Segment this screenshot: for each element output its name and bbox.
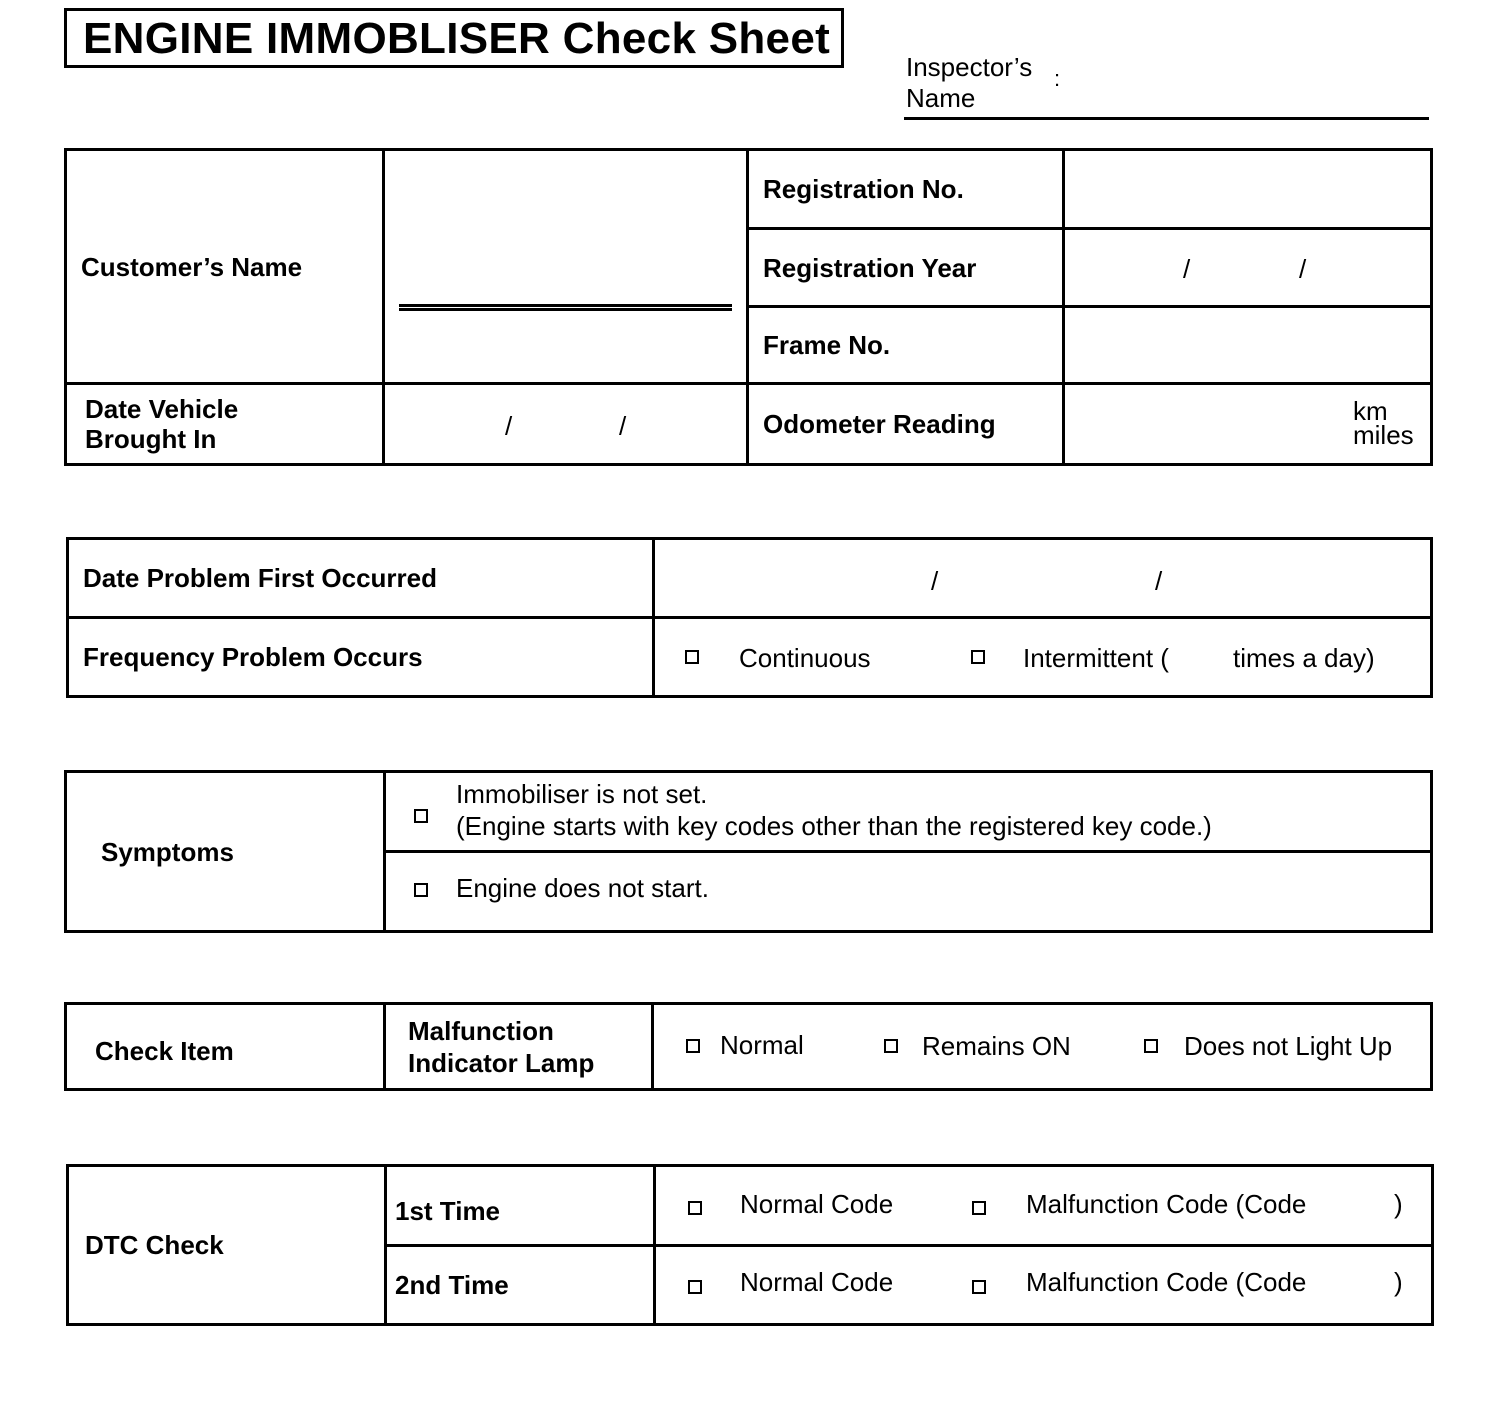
continuous-label: Continuous bbox=[739, 643, 871, 673]
registration-year-field[interactable] bbox=[1064, 229, 1432, 307]
continuous-checkbox[interactable] bbox=[685, 650, 699, 664]
dtc-1-normal-label: Normal Code bbox=[740, 1189, 894, 1219]
engine-does-not-start-label: Engine does not start. bbox=[456, 873, 709, 903]
immobiliser-not-set-checkbox[interactable] bbox=[414, 809, 428, 823]
customer-name-field[interactable] bbox=[384, 150, 748, 384]
registration-year-label: Registration Year bbox=[748, 229, 1064, 307]
dtc-second-time-options bbox=[655, 1246, 1433, 1325]
inspector-label bbox=[906, 52, 1032, 114]
mil-remains-on-label: Remains ON bbox=[922, 1031, 1071, 1061]
check-item-mil bbox=[385, 1004, 653, 1090]
dtc-second-time-label: 2nd Time bbox=[386, 1246, 655, 1325]
check-item-label: Check Item bbox=[66, 1004, 385, 1090]
dtc-first-time-label: 1st Time bbox=[386, 1166, 655, 1246]
date-separator: / bbox=[505, 411, 513, 441]
inspector-label-line1: Inspector’s bbox=[906, 52, 1033, 82]
date-brought-in-label-line1: Date Vehicle bbox=[85, 394, 239, 424]
mil-label-line1: Malfunction bbox=[408, 1015, 554, 1046]
date-brought-in-label-line2: Brought In bbox=[85, 424, 217, 454]
symptom-option-2 bbox=[385, 852, 1432, 932]
symptoms-table bbox=[64, 770, 1433, 933]
date-brought-in-field[interactable] bbox=[384, 384, 748, 465]
customer-name-double-line bbox=[399, 304, 732, 311]
dtc-2-malfunction-checkbox[interactable] bbox=[972, 1280, 986, 1294]
date-separator: / bbox=[1155, 566, 1163, 596]
problem-table bbox=[66, 537, 1433, 698]
symptoms-label: Symptoms bbox=[66, 772, 385, 932]
symptom-option-1 bbox=[385, 772, 1432, 852]
mil-normal-label: Normal bbox=[720, 1030, 804, 1060]
date-problem-first-label: Date Problem First Occurred bbox=[68, 539, 654, 618]
check-item-table bbox=[64, 1002, 1433, 1091]
unit-km: km bbox=[1353, 396, 1388, 426]
mil-normal-checkbox[interactable] bbox=[686, 1039, 700, 1053]
inspector-name-field[interactable] bbox=[904, 117, 1429, 120]
date-problem-first-field[interactable] bbox=[654, 539, 1432, 618]
customer-name-label: Customer’s Name bbox=[66, 150, 384, 384]
mil-options bbox=[653, 1004, 1432, 1090]
frequency-label: Frequency Problem Occurs bbox=[68, 618, 654, 697]
dtc-1-close-paren: ) bbox=[1394, 1189, 1403, 1219]
date-separator: / bbox=[1299, 254, 1307, 284]
date-separator: / bbox=[619, 411, 627, 441]
odometer-label: Odometer Reading bbox=[748, 384, 1064, 465]
mil-does-not-light-label: Does not Light Up bbox=[1184, 1031, 1393, 1061]
times-a-day-label: times a day) bbox=[1233, 643, 1375, 673]
unit-miles: miles bbox=[1353, 420, 1414, 450]
immobiliser-not-set-detail: (Engine starts with key codes other than the registered key code.) bbox=[456, 811, 1212, 841]
dtc-2-malfunction-label: Malfunction Code (Code bbox=[1026, 1267, 1307, 1297]
vehicle-info-table bbox=[64, 148, 1433, 466]
frequency-field bbox=[654, 618, 1432, 697]
dtc-1-malfunction-label: Malfunction Code (Code bbox=[1026, 1189, 1307, 1219]
date-separator: / bbox=[1183, 254, 1191, 284]
engine-does-not-start-checkbox[interactable] bbox=[414, 883, 428, 897]
dtc-first-time-options bbox=[655, 1166, 1433, 1246]
frame-no-field[interactable] bbox=[1064, 307, 1432, 384]
mil-label-line2: Indicator Lamp bbox=[408, 1047, 595, 1078]
date-brought-in-label bbox=[66, 384, 384, 465]
mil-remains-on-checkbox[interactable] bbox=[884, 1039, 898, 1053]
immobiliser-not-set-label: Immobiliser is not set. bbox=[456, 779, 708, 809]
dtc-2-normal-label: Normal Code bbox=[740, 1267, 894, 1297]
frame-no-label: Frame No. bbox=[748, 307, 1064, 384]
registration-no-label: Registration No. bbox=[748, 150, 1064, 229]
dtc-2-close-paren: ) bbox=[1394, 1267, 1403, 1297]
date-separator: / bbox=[931, 566, 939, 596]
dtc-2-normal-checkbox[interactable] bbox=[688, 1280, 702, 1294]
dtc-1-malfunction-checkbox[interactable] bbox=[972, 1201, 986, 1215]
odometer-field[interactable] bbox=[1064, 384, 1432, 465]
dtc-check-label: DTC Check bbox=[68, 1166, 386, 1325]
inspector-label-line2: Name bbox=[906, 83, 976, 113]
dtc-1-normal-checkbox[interactable] bbox=[688, 1201, 702, 1215]
intermittent-checkbox[interactable] bbox=[971, 650, 985, 664]
registration-no-field[interactable] bbox=[1064, 150, 1432, 229]
mil-does-not-light-checkbox[interactable] bbox=[1144, 1039, 1158, 1053]
sheet-title: ENGINE IMMOBLISER Check Sheet bbox=[64, 8, 844, 68]
intermittent-label: Intermittent ( bbox=[1023, 643, 1169, 673]
dtc-table bbox=[66, 1164, 1434, 1326]
inspector-colon: : bbox=[1054, 66, 1061, 91]
